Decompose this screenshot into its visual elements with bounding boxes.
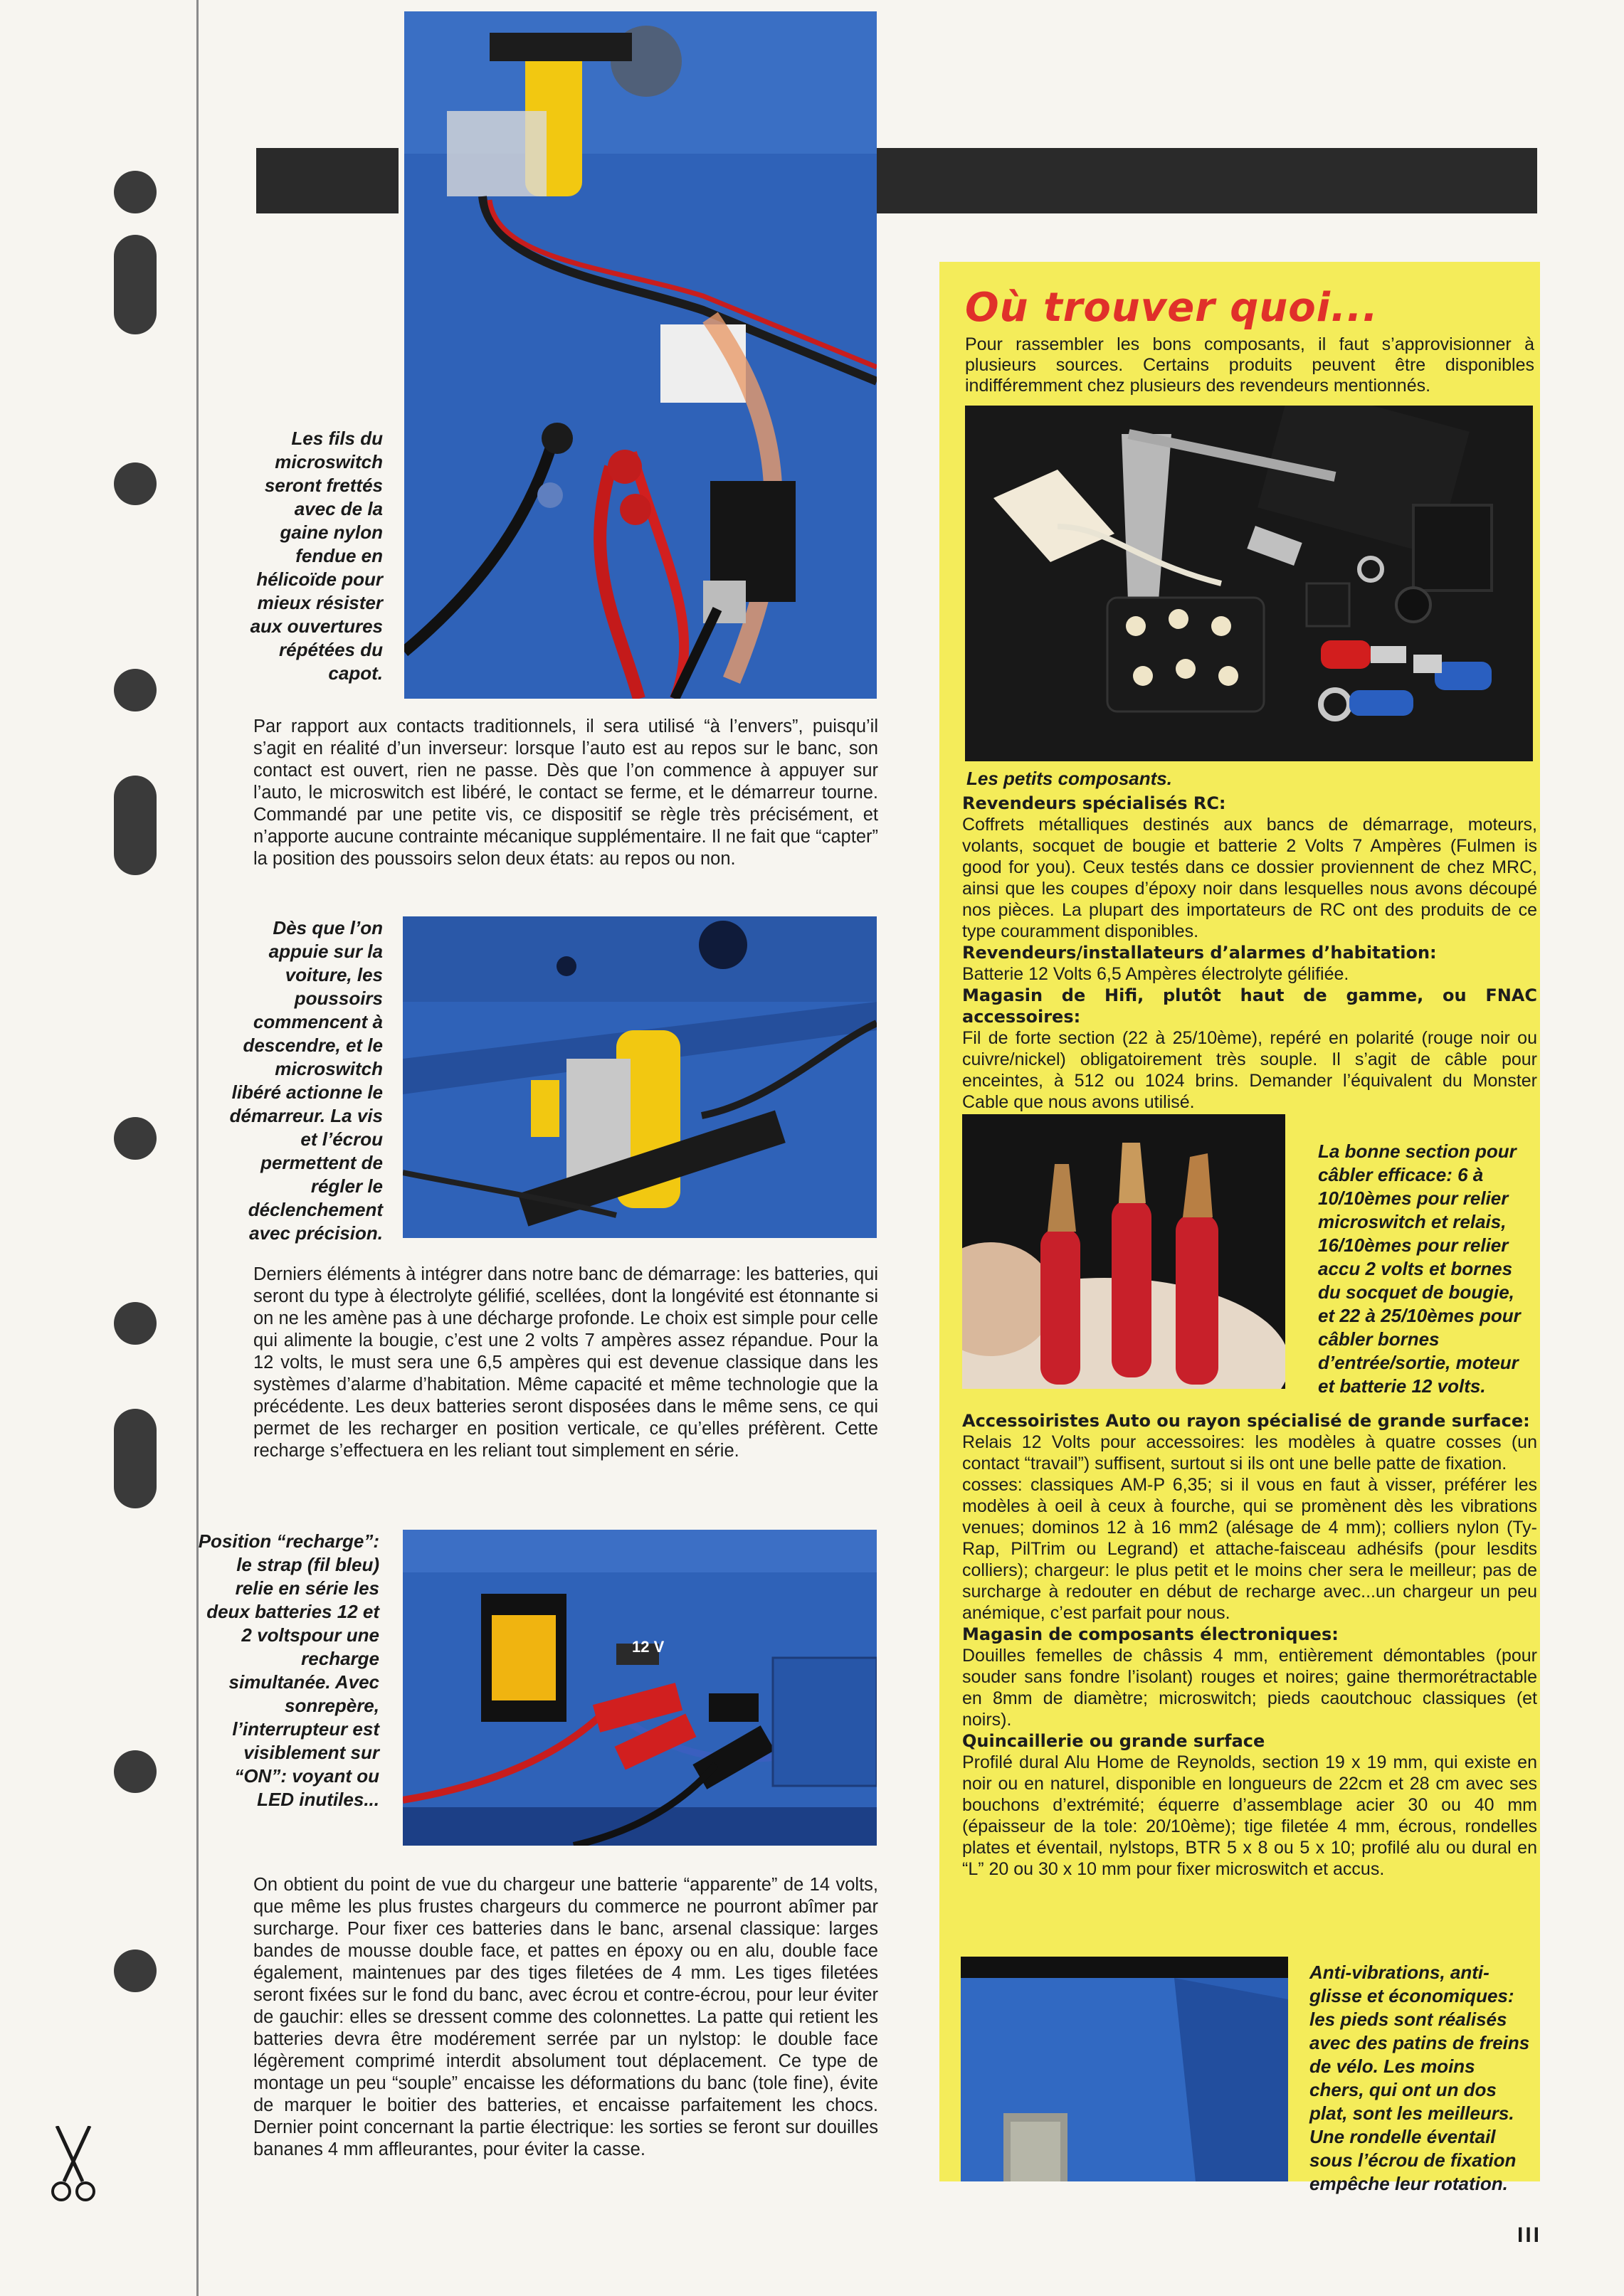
binder-hole <box>114 1117 157 1160</box>
photo-pieds-anti-vibration <box>961 1957 1288 2181</box>
photo-petits-composants <box>965 406 1533 761</box>
photo-cables-section <box>962 1114 1285 1389</box>
caption-petits-composants: Les petits composants. <box>966 768 1172 789</box>
binder-hole <box>114 1302 157 1345</box>
binder-margin-line <box>196 0 199 2296</box>
binder-hole <box>114 235 157 334</box>
box-heading-auto: Accessoiristes Auto ou rayon spécialisé de grande surface: <box>962 1411 1530 1431</box>
caption-bonne-section: La bonne section pour câbler efficace: 6 à 10/10èmes pour relier microswitch et relais, 16/10èmes pour relier accu 2 volts et bornes du socquet de bougie, et 22 à 25/10èmes pour câbler bornes d’entrée/sortie, moteur et batterie 12 volts. <box>1318 1141 1521 1397</box>
header-band-right <box>875 148 1537 213</box>
binder-hole <box>114 669 157 711</box>
box-heading-electronique: Magasin de composants électroniques: <box>962 1624 1339 1644</box>
volt-tag-label: 12 V <box>632 1638 665 1656</box>
body-paragraph-2: Derniers éléments à intégrer dans notre banc de démarrage: les batteries, qui seront du type à électrolyte gélifié, scellées, dont la longévité est étonnante si on ne les amène pas à une décharge profonde. Le choix est simple pour celle qui alimente la bougie, c’est une 2 volts 7 ampères assez répandue. Pour la 12 volts, le must sera une 6,5 ampères qui est devenue classique dans les systèmes d’alarme d’habitation. Même capacité et même technologie que la précédente. Les deux batteries seront disposées dans le même sens, ce qui permet de les recharger en position verticale, ce qu’elles préfèrent. Cette recharge s’effectuera en les reliant tout simplement en série. <box>253 1264 878 1461</box>
photo-recharge-strap <box>403 1530 877 1846</box>
binder-hole <box>114 1950 157 1992</box>
box-heading-alarmes: Revendeurs/installateurs d’alarmes d’habitation: <box>962 943 1437 963</box>
box-intro: Pour rassembler les bons composants, il faut s’approvisionner à plusieurs sources. Certains produits peuvent être disponibles indifféremment chez plusieurs des revendeurs mentionnés. <box>965 334 1534 396</box>
box-section-rc <box>962 793 1537 1113</box>
body-paragraph-1: Par rapport aux contacts traditionnels, il sera utilisé “à l’envers”, puisqu’il s’agit en réalité d’un inverseur: lorsque l’auto est au repos sur le banc, son contact est ouvert, rien ne passe. Dès que l’on commence à appuyer sur l’auto, le microswitch est libéré, le contact se ferme, et le démarreur tourne. Commandé par une petite vis, ce dispositif se règle très précisément, et n’apporte aucune contrainte mécanique supplémentaire. Il ne fait que “capter” la position des poussoirs selon deux états: au repos ou non. <box>253 716 878 869</box>
box-text-alarmes: Batterie 12 Volts 6,5 Ampères électrolyte gélifiée. <box>962 964 1349 984</box>
binder-hole <box>114 776 157 875</box>
caption-des-que: Dès que l’on appuie sur la voiture, les poussoirs commencent à descendre, et le microswitch libéré actionne le démarreur. La vis et l’écrou permettent de régler le déclenchement avec précision. <box>229 917 383 1244</box>
scissors-icon <box>48 2126 98 2208</box>
body-paragraph-3: On obtient du point de vue du chargeur une batterie “apparente” de 14 volts, que même les plus frustes chargeurs du commerce ne pourront abîmer par surcharge. Pour fixer ces batteries dans le banc, arsenal classique: larges bandes de mousse double face, et pattes en époxy ou en alu, double face également, maintenues par des tiges filetées de 4 mm. Les tiges filetées seront fixées sur le fond du banc, avec écrou et contre-écrou, pour leur éviter de gauchir: elles se dressent comme des colonnettes. La patte qui retient les batteries devra être modérement serrée par un nylstop: le double face légèrement comprimé interdit absolument tout déplacement. Ce type de montage un peu “souple” encaisse les déformations du banc (tole fine), évite de marquer le boitier des batteries, et encaisse parfaitement les chocs. Dernier point concernant la partie électrique: les sorties se feront sur douilles bananes 4 mm affleurantes, pour éviter la casse. <box>253 1875 878 2159</box>
caption-anti-vibrations: Anti-vibrations, anti-glisse et économiques: les pieds sont réalisés avec des patins de freins de vélo. Les moins chers, qui ont un dos plat, sont les meilleurs. Une rondelle éventail sous l’écrou de fixation empêche leur rotation. <box>1309 1962 1530 2194</box>
binder-hole <box>114 1750 157 1793</box>
photo-poussoirs-microswitch <box>403 916 877 1238</box>
box-heading-hifi: Magasin de Hifi, plutôt haut de gamme, ou FNAC accessoires: <box>962 985 1537 1027</box>
caption-fils-microswitch: Les fils du microswitch seront frettés avec de la gaine nylon fendue en hélicoïde pour mieux résister aux ouvertures répétées du capot. <box>250 428 383 684</box>
binder-hole <box>114 462 157 505</box>
binder-hole <box>114 1409 157 1508</box>
box-text-relais: Relais 12 Volts pour accessoires: les modèles à quatre cosses (un contact “travail”) suffisent, surtout si ils ont une belle patte de fixation. <box>962 1432 1537 1474</box>
photo-microswitch-wiring <box>404 11 877 699</box>
binder-hole <box>114 171 157 213</box>
caption-position-recharge: Position “recharge”: le strap (fil bleu) relie en série les deux batteries 12 et 2 voltspour une recharge simultanée. Avec sonrepère, l’interrupteur est visiblement sur “ON”: voyant ou LED inutiles... <box>198 1530 379 1810</box>
box-title: Où trouver quoi... <box>965 285 1378 331</box>
box-text-hifi: Fil de forte section (22 à 25/10ème), repéré en polarité (rouge noir ou cuivre/nickel) obligatoirement très souple. Il s’agit de câble pour enceintes, à 512 ou 1024 brins. Demander l’équivalent du Monster Cable que nous avons utilisé. <box>962 1028 1537 1112</box>
page-number: III <box>1517 2223 1542 2247</box>
box-section-auto <box>962 1410 1537 1880</box>
box-heading-rc: Revendeurs spécialisés RC: <box>962 793 1226 813</box>
box-text-rc: Coffrets métalliques destinés aux bancs de démarrage, moteurs, volants, socquet de bougie et batterie 2 Volts 7 Ampères (Fulmen is good for you). Ceux testés dans ce dossier proviennent de chez MRC, ainsi que les coupes d’époxy noir dans lesquelles nous avons découpé nos pièces. La plupart des importateurs de RC ont des produits de ce type couramment disponibles. <box>962 815 1537 941</box>
box-heading-quincaillerie: Quincaillerie ou grande surface <box>962 1731 1265 1751</box>
box-text-electronique: Douilles femelles de châssis 4 mm, entièrement démontables (pour souder sans fondre l’isolant) rouges et noires; gaine thermorétractable en 8mm de diamètre; microswitch; pieds caoutchouc classiques (et noirs). <box>962 1646 1537 1730</box>
box-text-quincaillerie: Profilé dural Alu Home de Reynolds, section 19 x 19 mm, qui existe en noir ou en naturel, disponible en longueurs de 22cm et 28 cm avec ses bouchons d’extrémité; équerre d’assemblage acier 30 ou 40 mm (épaisseur de la tole: 20/10ème); tige filetée 4 mm, écrous, rondelles plates et éventail, nylstops, BTR 5 x 8 ou 5 x 10; profilé alu ou dural en “L” 20 ou 30 x 10 mm pour fixer microswitch et accus. <box>962 1752 1537 1879</box>
header-band-left <box>256 148 399 213</box>
box-text-cosses: cosses: classiques AM-P 6,35; si il vous en faut à visser, préférer les modèles à oeil à ceux à fourche, qui se promènent dès les vibrations venues; dominos 12 à 16 mm2 (alésage de 4 mm); colliers nylon (Ty-Rap, PilTrim ou Legrand) et attache-faisceau adhésifs (pour lesdits colliers); chargeur: le plus petit et le moins cher sera le meilleur; pas de surcharge à redouter en début de recharge avec...un chargeur un peu anémique, c’est parfait pour nous. <box>962 1475 1537 1623</box>
